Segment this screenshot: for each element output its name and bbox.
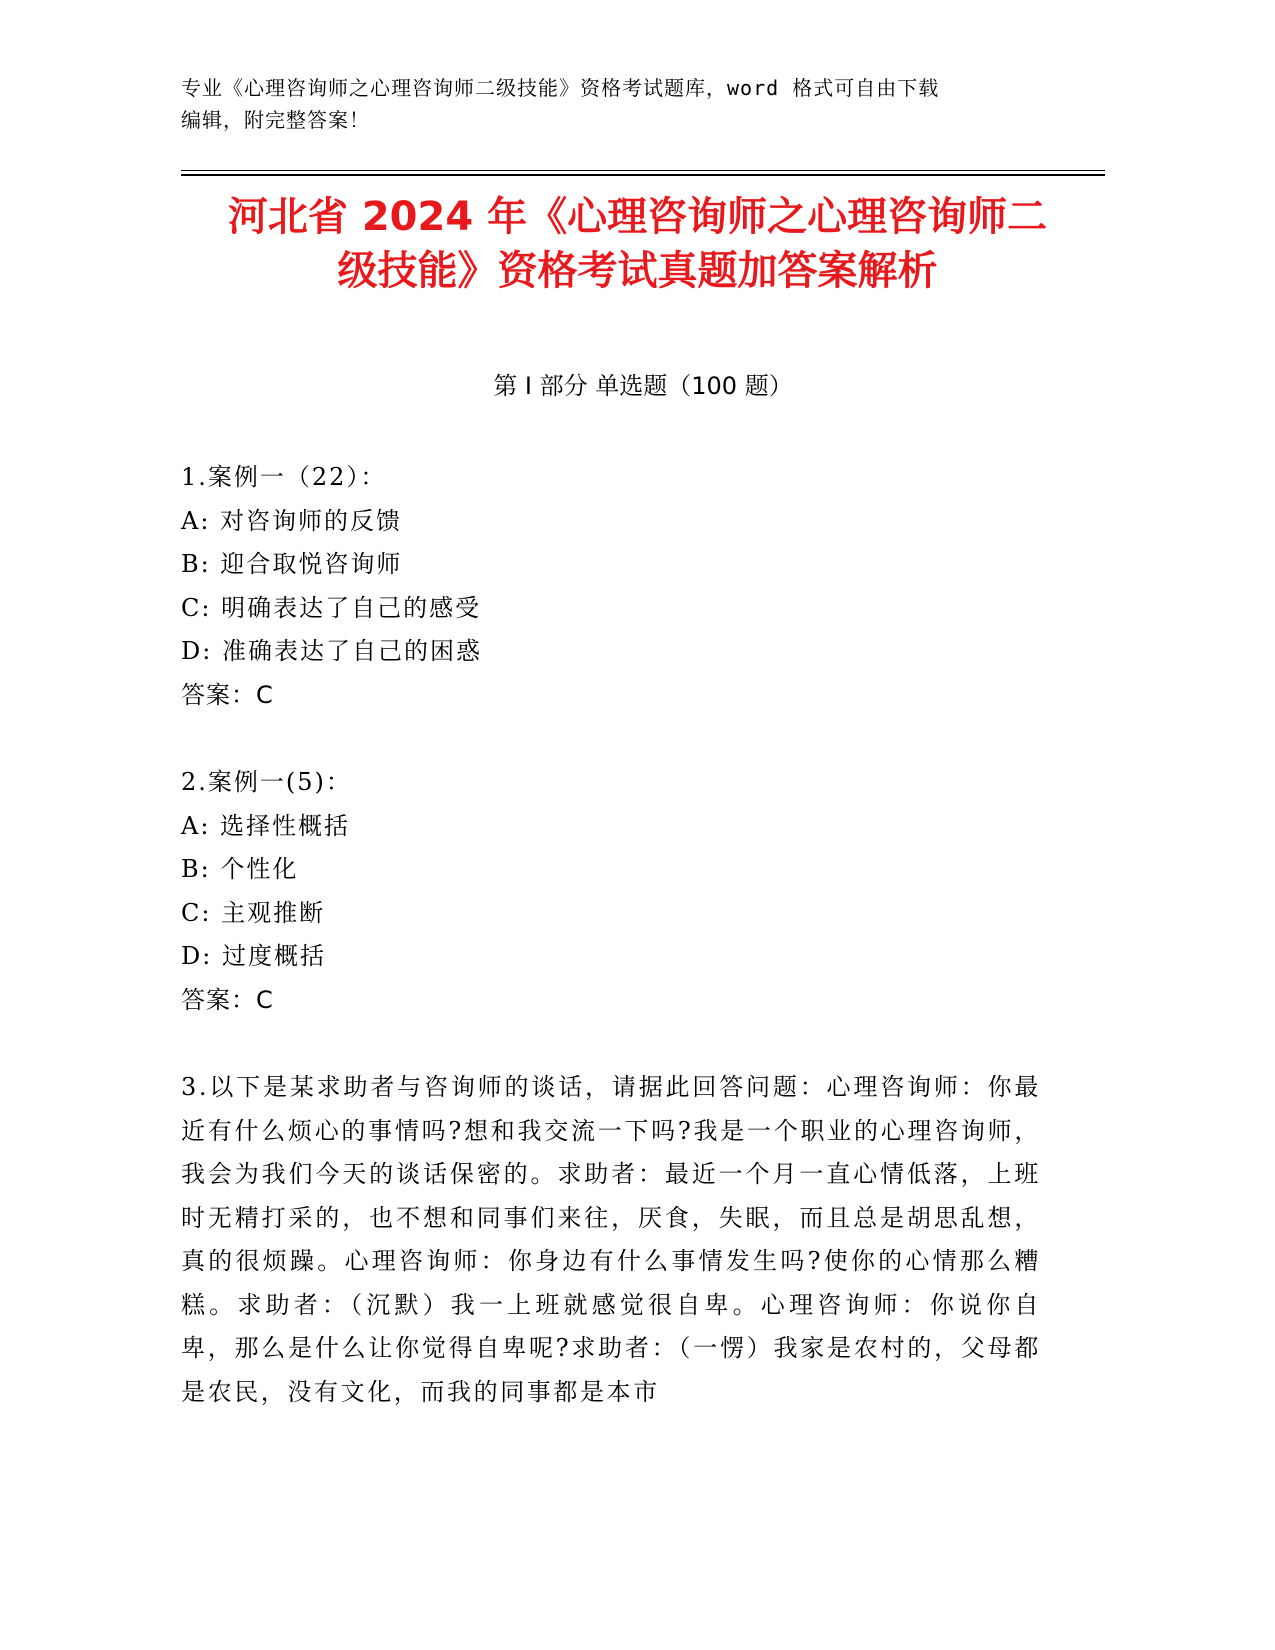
- question-stem: 1.案例一（22）：: [181, 463, 387, 491]
- header-note: [181, 72, 1061, 136]
- question-3: [181, 1066, 1061, 1414]
- question-stem: 3.以下是某求助者与咨询师的谈话，请据此回答问题：心理咨询师：你最近有什么烦心的事情吗?想和我交流一下吗?我是一个职业的心理咨询师，我会为我们今天的谈话保密的。求助者：最近一个月一直心情低落，上班时无精打采的，也不想和同事们来往，厌食，失眠，而且总是胡思乱想，真的很烦躁。心理咨询师：你身边有什么事情发生吗?使你的心情那么糟糕。求助者：（沉默）我一上班就感觉很自卑。心理咨询师：你说你自卑，那么是什么让你觉得自卑呢?求助者：（一愣）我家是农村的，父母都是农民，没有文化，而我的同事都是本市: [181, 1073, 1041, 1406]
- option-d: D: 准确表达了自己的困惑: [181, 637, 482, 665]
- header-note-line-2: 编辑，附完整答案！: [181, 108, 370, 132]
- question-2: [181, 761, 1061, 1022]
- document-title-line-2: 级技能》资格考试真题加答案解析: [337, 248, 938, 294]
- document-title-line-1: 河北省 2024 年《心理咨询师之心理咨询师二: [227, 194, 1048, 240]
- document-title: [170, 190, 1105, 298]
- answer: 答案：C: [181, 680, 274, 709]
- question-1: [181, 456, 1061, 717]
- section-heading: 第 I 部分 单选题（100 题）: [493, 372, 793, 400]
- header-divider-thick: [181, 174, 1105, 176]
- option-b: B: 个性化: [181, 855, 299, 883]
- option-c: C: 明确表达了自己的感受: [181, 593, 482, 622]
- question-stem: 2.案例一(5)：: [181, 768, 352, 796]
- option-b: B: 迎合取悦咨询师: [181, 550, 403, 578]
- answer: 答案：C: [181, 985, 274, 1014]
- option-a: A: 对咨询师的反馈: [181, 506, 403, 535]
- option-d: D: 过度概括: [181, 942, 326, 970]
- header-note-line-1: 专业《心理咨询师之心理咨询师二级技能》资格考试题库，word 格式可自由下载: [181, 76, 940, 100]
- option-c: C: 主观推断: [181, 898, 326, 927]
- header-divider-thin: [181, 170, 1105, 171]
- option-a: A: 选择性概括: [181, 811, 351, 840]
